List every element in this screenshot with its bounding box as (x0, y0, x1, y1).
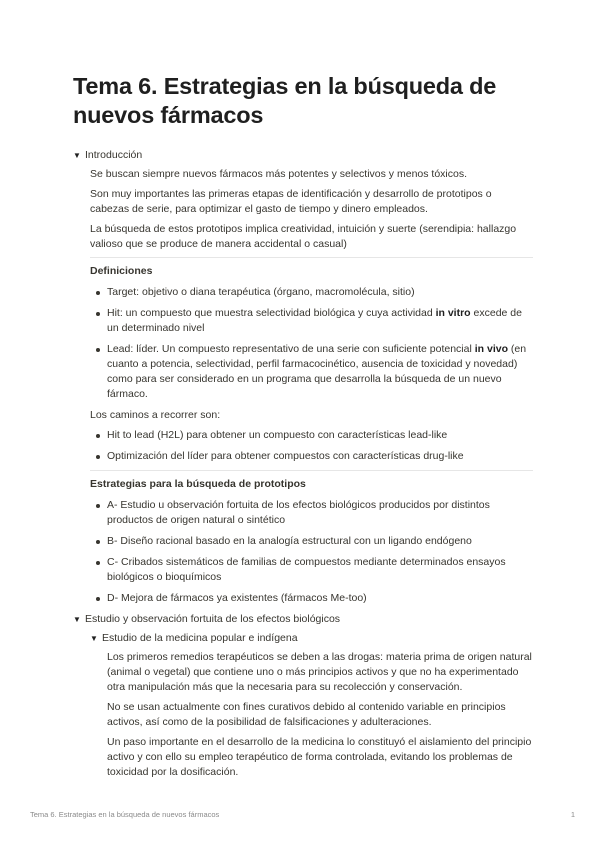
bullet-icon (96, 540, 100, 544)
estudio-body (90, 631, 533, 780)
toggle-label: Introducción (85, 149, 143, 161)
paragraph: Un paso importante en el desarrollo de la medicina lo constituyó el aislamiento del principio activo y con ello su empleo terapéutico de forma controlada, evitando los problemas de toxicidad por la dosificación. (107, 736, 532, 778)
page-footer (30, 810, 575, 819)
bullet-icon (96, 561, 100, 565)
list-item: Hit: un compuesto que muestra selectividad biológica y cuya actividad in vitro excede de un determinado nivel (90, 306, 533, 336)
list-item: C- Cribados sistemáticos de familias de compuestos mediante determinados ensayos biológicos o bioquímicos (90, 555, 533, 585)
toggle-label: Estudio de la medicina popular e indígena (102, 632, 298, 644)
paragraph: La búsqueda de estos prototipos implica creatividad, intuición y suerte (serendipia: hallazgo valioso que se produce de manera accidental o casual) (90, 223, 517, 250)
paragraph: Los caminos a recorrer son: (90, 409, 221, 421)
toggle-introduccion[interactable] (73, 148, 533, 163)
bullet-list (90, 428, 533, 464)
bullet-icon (96, 434, 100, 438)
list-item: Optimización del líder para obtener compuestos con características drug-like (90, 449, 533, 464)
list-item: D- Mejora de fármacos ya existentes (fármacos Me-too) (90, 591, 533, 606)
bullet-icon (96, 348, 100, 352)
list-item: Lead: líder. Un compuesto representativo de una serie con suficiente potencial in vivo (en cuanto a potencia, selectividad, perfil farmacocinético, ausencia de toxicidad y novedad) como para ser considerado en un programa que desarrolla la búsqueda de un nuevo fármaco. (90, 342, 533, 402)
divider (90, 257, 533, 258)
page-title: Tema 6. Estrategias en la búsqueda de nuevos fármacos (73, 73, 497, 128)
content (73, 148, 533, 785)
list-item: Hit to lead (H2L) para obtener un compuesto con características lead-like (90, 428, 533, 443)
paragraph: Los primeros remedios terapéuticos se deben a las drogas: materia prima de origen natural (animal o vegetal) que contiene uno o más principios activos y que no ha experimentado otra manipulación más que la necesaria para su recolección y conservación. (107, 651, 532, 693)
intro-body (90, 167, 533, 606)
list-item: A- Estudio u observación fortuita de los efectos biológicos producidos por distintos productos de origen natural o sintético (90, 498, 533, 528)
bullet-icon (96, 291, 100, 295)
toggle-triangle-icon[interactable]: ▼ (73, 615, 81, 624)
toggle-estudio[interactable] (73, 612, 533, 627)
bullet-icon (96, 597, 100, 601)
footer-title: Tema 6. Estrategias en la búsqueda de nuevos fármacos (30, 810, 220, 819)
list-item: B- Diseño racional basado en la analogía estructural con un ligando endógeno (90, 534, 533, 549)
toggle-medicina-popular[interactable] (90, 631, 533, 646)
section-heading: Definiciones (90, 265, 153, 277)
bullet-list (90, 285, 533, 402)
paragraph: Son muy importantes las primeras etapas de identificación y desarrollo de prototipos o cabezas de serie, para optimizar el gasto de tiempo y dinero empleados. (90, 188, 492, 215)
paragraph: Se buscan siempre nuevos fármacos más potentes y selectivos y menos tóxicos. (90, 168, 468, 180)
toggle-label: Estudio y observación fortuita de los efectos biológicos (85, 613, 341, 625)
bullet-list (90, 498, 533, 606)
divider (90, 470, 533, 471)
medicina-body (107, 650, 533, 780)
bullet-icon (96, 504, 100, 508)
toggle-triangle-icon[interactable]: ▼ (73, 151, 81, 160)
paragraph: No se usan actualmente con fines curativos debido al contenido variable en principios activos, así como de la posibilidad de falsificaciones y adulteraciones. (107, 701, 506, 728)
list-item: Target: objetivo o diana terapéutica (órgano, macromolécula, sitio) (90, 285, 533, 300)
toggle-triangle-icon[interactable]: ▼ (90, 634, 98, 643)
page-number: 1 (570, 810, 575, 819)
section-heading: Estrategias para la búsqueda de prototipos (90, 478, 306, 490)
bullet-icon (96, 455, 100, 459)
bullet-icon (96, 312, 100, 316)
